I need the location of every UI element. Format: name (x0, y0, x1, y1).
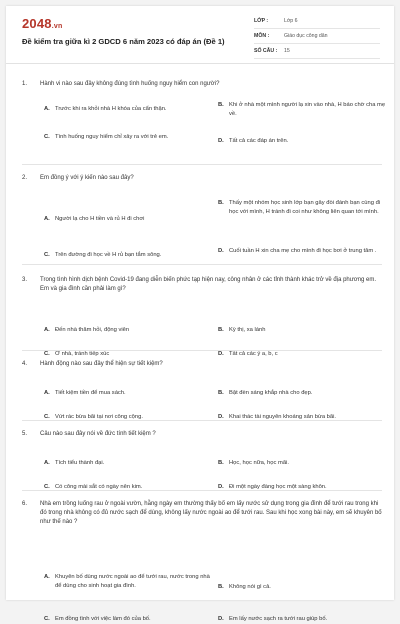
option-letter: C. (44, 484, 50, 490)
option-letter: A. (44, 390, 50, 396)
question-4 (22, 360, 384, 420)
option-text: Thấy một nhóm học sinh lớp bạn gây đòi đánh bạn cùng đi học với mình, H tránh đi coi như không liên quan tới mình. (229, 200, 381, 215)
option-letter: A. (44, 327, 50, 333)
question-stem (22, 80, 384, 89)
meta-label: MÔN : (254, 33, 270, 39)
option-c[interactable] (44, 615, 214, 624)
option-letter: B. (218, 460, 224, 466)
option-text: Tất cả các đáp án trên. (229, 138, 289, 144)
question-text: Em đồng ý với ý kiến nào sau đây? (40, 175, 134, 181)
option-letter: D. (218, 414, 224, 420)
option-text: Người lạ cho H tiền và rủ H đi chơi (55, 216, 145, 222)
option-text: Đến nhà thăm hỏi, động viên (55, 327, 130, 333)
option-text: Trên đường đi học về H rủ bạn tắm sông. (55, 252, 162, 258)
meta-row-class (254, 14, 380, 29)
option-letter: B. (218, 102, 224, 108)
option-d[interactable] (218, 247, 386, 256)
option-text: Tiết kiệm tiền để mua sách. (55, 390, 126, 396)
meta-value: Giáo dục công dân (284, 33, 328, 39)
question-number: 1. (22, 81, 28, 87)
option-letter: B. (218, 390, 224, 396)
option-letter: D. (218, 351, 224, 357)
option-text: Bật đèn sáng khắp nhà cho đẹp. (229, 390, 313, 396)
option-text: Tích tiểu thành đại. (55, 460, 105, 466)
option-text: Cuối tuần H xin cha mẹ cho mình đi học bơi ở trung tâm . (229, 248, 377, 254)
option-letter: A. (44, 574, 50, 580)
question-stem (22, 430, 384, 439)
exam-meta-table (254, 14, 380, 59)
exam-page (6, 6, 394, 622)
option-a[interactable] (44, 573, 214, 590)
option-letter: D. (218, 138, 224, 144)
question-divider (22, 264, 382, 265)
option-letter: B. (218, 327, 224, 333)
question-divider (22, 350, 382, 351)
question-number: 6. (22, 501, 28, 507)
option-c[interactable] (44, 133, 214, 142)
option-letter: B. (218, 200, 224, 206)
site-logo[interactable] (22, 16, 62, 31)
meta-row-subject (254, 29, 380, 44)
option-b[interactable] (218, 389, 386, 398)
option-text: Học, học nữa, học mãi. (229, 460, 289, 466)
option-text: Ở nhà, tránh tiếp xúc (55, 351, 110, 357)
question-text: Hành động nào sau đây thể hiện sự tiết kiệm? (40, 361, 163, 367)
meta-row-count (254, 44, 380, 59)
page-title: Đề kiểm tra giữa kì 2 GDCD 6 năm 2023 có đáp án (Đề 1) (22, 37, 225, 46)
option-text: Có công mài sắt có ngày nên kim. (55, 484, 143, 490)
option-text: Kỳ thị, xa lánh (229, 327, 266, 333)
option-letter: A. (44, 106, 50, 112)
question-5 (22, 430, 384, 490)
meta-label: LỚP : (254, 18, 269, 24)
option-d[interactable] (218, 137, 386, 146)
question-text: Hành vi nào sau đây không đúng tình huống nguy hiểm con người? (40, 81, 220, 87)
option-a[interactable] (44, 215, 214, 224)
question-divider (22, 420, 382, 421)
option-letter: D. (218, 484, 224, 490)
meta-value: Lớp 6 (284, 18, 298, 24)
question-divider (22, 164, 382, 165)
option-a[interactable] (44, 105, 214, 114)
option-text: Không nói gì cả. (229, 584, 271, 590)
meta-value: 15 (284, 48, 290, 54)
question-number: 3. (22, 277, 28, 283)
logo-main: 2048 (22, 16, 52, 31)
question-3 (22, 276, 384, 357)
option-letter: C. (44, 351, 50, 357)
option-a[interactable] (44, 459, 214, 468)
option-text: Tất cả các ý a, b, c (229, 351, 278, 357)
question-1 (22, 80, 386, 144)
option-text: Vứt rác bừa bãi tại nơi công cộng. (55, 414, 143, 420)
option-letter: C. (44, 414, 50, 420)
option-text: Khuyên bố dùng nước ngoài ao để tưới rau, nước trong nhà để dùng cho sinh hoạt gia đình. (55, 574, 210, 589)
option-letter: C. (44, 134, 50, 140)
question-6 (22, 500, 384, 622)
logo-suffix: .vn (51, 23, 63, 30)
option-c[interactable] (44, 251, 214, 260)
option-text: Khi ở nhà một mình người lạ xin vào nhà, H báo chờ cha mẹ về. (229, 102, 386, 117)
option-letter: D. (218, 248, 224, 254)
question-number: 2. (22, 175, 28, 181)
option-text: Em lấy nước sạch ra tưới rau giúp bố. (229, 616, 328, 622)
page-header (6, 6, 394, 64)
question-stem (22, 500, 384, 527)
option-letter: C. (44, 616, 50, 622)
option-letter: B. (218, 584, 224, 590)
question-text: Câu nào sau đây nói về đức tính tiết kiệm ? (40, 431, 156, 437)
question-stem (22, 360, 384, 369)
question-text: Trong tình hình dịch bệnh Covid-19 đang diễn biến phức tạp hiện nay, công nhân ở các tỉnh thành khác trở về địa phương em. Em và gia đình cần phải làm gì? (40, 277, 377, 292)
option-d[interactable] (218, 615, 386, 624)
option-b[interactable] (218, 199, 386, 216)
option-b[interactable] (218, 326, 386, 335)
option-b[interactable] (218, 459, 386, 468)
question-2 (22, 174, 384, 258)
option-text: Em đồng tình với việc làm đó của bố. (55, 616, 151, 622)
question-text: Nhà em trồng luống rau ở ngoài vườn, hằng ngày em thường thấy bố em lấy nước sử dụng trong gia đình để tưới rau trong khi đó trong nhà không có đủ nước sạch để dùng, không lấy nước ngoài ao để tưới rau. Sau khi học xong bài này, em sẽ khuyên bố như thế nào ? (40, 501, 382, 525)
option-c[interactable] (44, 350, 214, 359)
option-letter: D. (218, 616, 224, 622)
question-number: 4. (22, 361, 28, 367)
option-b[interactable] (218, 101, 386, 118)
option-a[interactable] (44, 389, 214, 398)
option-d[interactable] (218, 350, 386, 359)
question-stem (22, 174, 384, 183)
question-number: 5. (22, 431, 28, 437)
option-letter: A. (44, 460, 50, 466)
option-a[interactable] (44, 326, 214, 335)
option-letter: C. (44, 252, 50, 258)
question-stem (22, 276, 384, 294)
question-divider (22, 490, 382, 491)
option-text: Khai thác tài nguyên khoáng sản bừa bãi. (229, 414, 337, 420)
option-text: Đi một ngày đàng học một sàng khôn. (229, 484, 327, 490)
meta-label: SỐ CÂU : (254, 48, 278, 54)
option-text: Tình huống nguy hiểm chỉ xảy ra với trẻ em. (55, 134, 169, 140)
option-text: Trước khi ra khỏi nhà H khóa của cẩn thận. (55, 106, 167, 112)
option-letter: A. (44, 216, 50, 222)
option-b[interactable] (218, 583, 386, 592)
